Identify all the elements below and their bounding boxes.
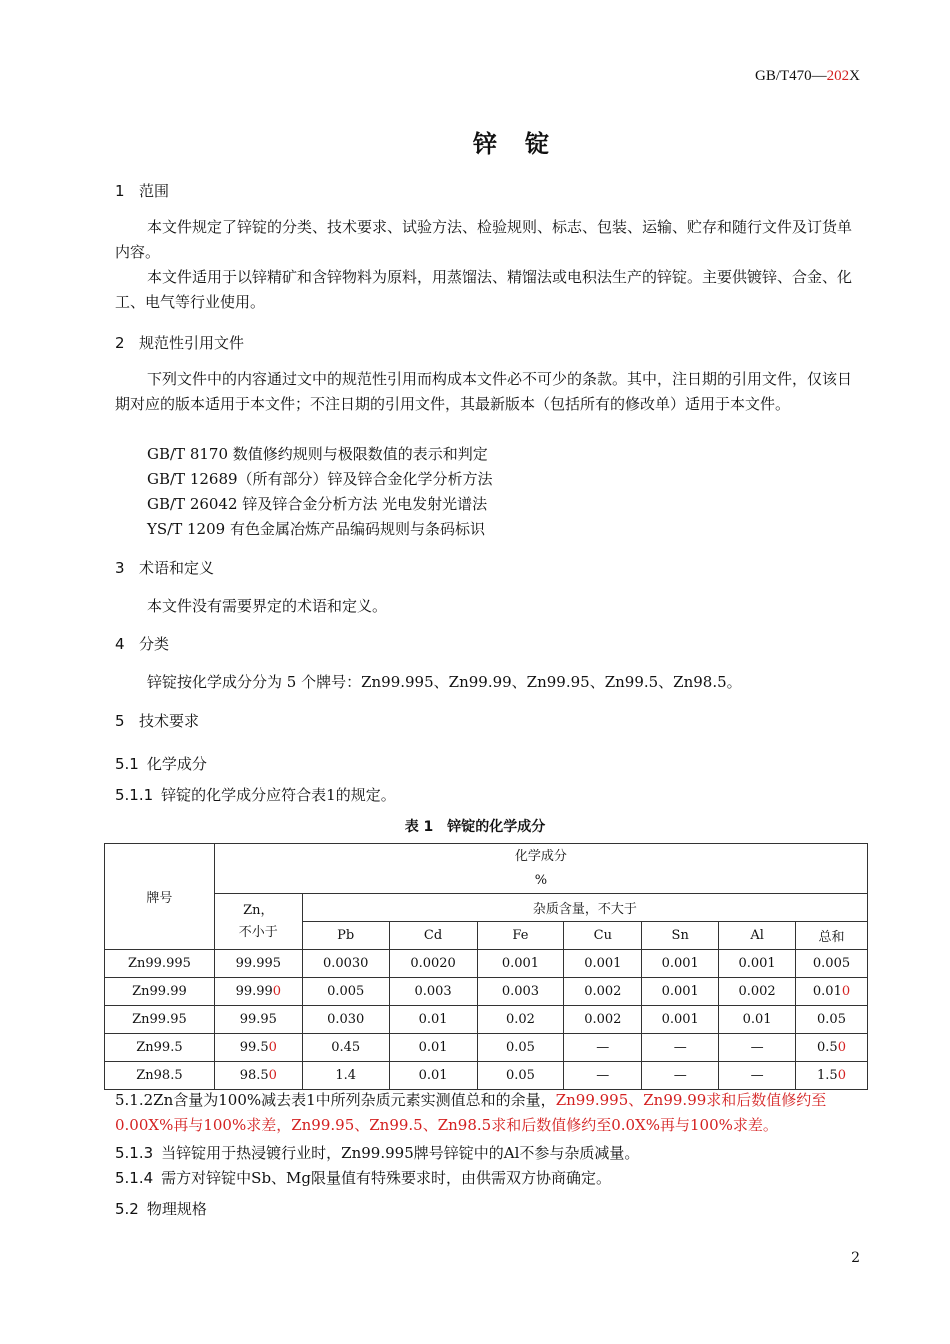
value-cell: 0.003 <box>477 978 564 1006</box>
section-number: 1 <box>115 182 125 200</box>
section-title: 范围 <box>139 182 170 200</box>
subsection-title: 物理规格 <box>146 1200 207 1218</box>
table-caption: 表 1 锌锭的化学成分 <box>404 819 546 835</box>
zn-cell <box>214 1034 302 1062</box>
zn-cell <box>214 978 302 1006</box>
reference-item: GB/T 26042 锌及锌合金分析方法 光电发射光谱法 <box>147 495 488 513</box>
code-suffix: X <box>849 68 860 84</box>
grade-cell: Zn99.95 <box>105 1006 215 1034</box>
section-4-paragraph: 锌锭按化学成分分为 5 个牌号：Zn99.995、Zn99.99、Zn99.95、Zn99.5、Zn98.5。 <box>147 673 742 691</box>
value-cell: — <box>642 1062 719 1090</box>
section-number: 2 <box>115 334 125 352</box>
sum-cell <box>796 1034 868 1062</box>
document-title: 锌锭 <box>473 130 577 158</box>
zn-value: 99.99 <box>235 984 273 999</box>
subsection-number: 5.1 <box>115 755 139 773</box>
clause-number: 5.1.1 <box>115 786 154 804</box>
element-header: Al <box>719 922 796 950</box>
zn-value-edit: 0 <box>272 984 282 999</box>
zn-min-label: 不小于 <box>238 924 278 940</box>
standard-code <box>755 68 860 85</box>
zn-header <box>214 894 302 950</box>
section-title: 规范性引用文件 <box>139 334 245 352</box>
section-title: 术语和定义 <box>139 559 215 577</box>
clause-5-1-4 <box>115 1167 611 1188</box>
grade-cell: Zn99.995 <box>105 950 215 978</box>
value-cell: 0.001 <box>642 978 719 1006</box>
subsection-number: 5.2 <box>115 1200 139 1218</box>
element-header: Cu <box>564 922 642 950</box>
sum-value: 0.005 <box>812 956 851 971</box>
sum-value-edit: 0 <box>837 1040 846 1055</box>
section-1-paragraph-1: 本文件规定了锌锭的分类、技术要求、试验方法、检验规则、标志、包装、运输、贮存和随行文件及订货单内容。 <box>115 218 853 261</box>
subsection-5-1-heading <box>115 753 207 774</box>
element-header: Pb <box>302 922 389 950</box>
clause-5-1-2 <box>115 1088 865 1138</box>
value-cell: 0.01 <box>389 1062 477 1090</box>
section-2-heading <box>115 332 244 353</box>
impurity-header: 杂质含量，不大于 <box>302 894 867 922</box>
value-cell: 0.001 <box>564 950 642 978</box>
section-4-heading <box>115 633 169 654</box>
section-title: 技术要求 <box>139 712 200 730</box>
grade-cell: Zn99.5 <box>105 1034 215 1062</box>
clause-text: Zn含量为100%减去表1中所列杂质元素实测值总和的余量， <box>153 1091 556 1109</box>
section-5-heading <box>115 710 199 731</box>
code-prefix: GB/T470— <box>754 68 827 84</box>
value-cell: — <box>719 1062 796 1090</box>
value-cell: 0.02 <box>477 1006 564 1034</box>
section-number: 4 <box>115 635 125 653</box>
value-cell: 1.4 <box>302 1062 389 1090</box>
page-number: 2 <box>851 1250 860 1266</box>
table-row <box>105 978 868 1006</box>
reference-item: YS/T 1209 有色金属冶炼产品编码规则与条码标识 <box>147 520 485 538</box>
grade-cell: Zn98.5 <box>105 1062 215 1090</box>
table-row <box>105 1034 868 1062</box>
value-cell: 0.001 <box>642 1006 719 1034</box>
clause-text-revision: Zn99.995、Zn99.99求和后数值修约至0.00X%再与100%求差，Zn99.95、Zn99.5、Zn98.5求和后数值修约至0.0X%再与100%求差。 <box>115 1091 827 1134</box>
value-cell: 0.002 <box>564 978 642 1006</box>
table-row <box>105 950 868 978</box>
table-row <box>105 1062 868 1090</box>
value-cell: 0.002 <box>719 978 796 1006</box>
reference-item: GB/T 8170 数值修约规则与极限数值的表示和判定 <box>147 445 488 463</box>
clause-number: 5.1.2 <box>115 1091 154 1109</box>
clause-5-1-3 <box>115 1142 639 1163</box>
clause-number: 5.1.3 <box>115 1144 154 1162</box>
zn-value-edit: 0 <box>268 1040 277 1055</box>
value-cell: — <box>719 1034 796 1062</box>
element-header: Cd <box>389 922 477 950</box>
value-cell: 0.001 <box>642 950 719 978</box>
section-1-heading <box>115 180 169 201</box>
value-cell: 0.001 <box>719 950 796 978</box>
element-header: 总和 <box>796 922 868 950</box>
clause-text: 当锌锭用于热浸镀行业时，Zn99.995牌号锌锭中的Al不参与杂质减量。 <box>161 1144 640 1162</box>
value-cell: 0.01 <box>389 1006 477 1034</box>
grade-cell: Zn99.99 <box>105 978 215 1006</box>
zn-value: 98.5 <box>239 1068 269 1083</box>
sum-value-edit: 0 <box>841 984 851 999</box>
zn-value-edit: 0 <box>268 1068 277 1083</box>
value-cell: — <box>642 1034 719 1062</box>
chemical-composition-table <box>104 843 868 1090</box>
value-cell: — <box>564 1034 642 1062</box>
value-cell: 0.003 <box>389 978 477 1006</box>
sum-cell <box>796 1006 868 1034</box>
sum-value: 1.5 <box>817 1068 838 1083</box>
section-number: 5 <box>115 712 125 730</box>
percent-unit: % <box>534 872 548 888</box>
clause-text: 锌锭的化学成分应符合表1的规定。 <box>161 786 396 804</box>
zn-value: 99.95 <box>239 1012 277 1027</box>
section-3-paragraph: 本文件没有需要界定的术语和定义。 <box>147 597 388 615</box>
sum-cell <box>796 978 868 1006</box>
zn-label: Zn， <box>243 902 274 918</box>
zn-value: 99.5 <box>239 1040 269 1055</box>
sum-value: 0.5 <box>817 1040 838 1055</box>
table-row <box>105 1006 868 1034</box>
sum-value: 0.05 <box>817 1012 846 1027</box>
value-cell: 0.001 <box>477 950 564 978</box>
reference-item: GB/T 12689（所有部分）锌及锌合金化学分析方法 <box>147 470 493 488</box>
composition-header <box>214 844 867 894</box>
value-cell: 0.01 <box>389 1034 477 1062</box>
sum-value-edit: 0 <box>837 1068 846 1083</box>
value-cell: 0.45 <box>302 1034 389 1062</box>
value-cell: 0.002 <box>564 1006 642 1034</box>
subsection-title: 化学成分 <box>146 755 207 773</box>
clause-5-1-1 <box>115 784 396 805</box>
section-1-paragraph-2: 本文件适用于以锌精矿和含锌物料为原料，用蒸馏法、精馏法或电积法生产的锌锭。主要供镀锌、合金、化工、电气等行业使用。 <box>115 268 853 311</box>
subsection-5-2-heading <box>115 1198 207 1219</box>
value-cell: 0.0030 <box>302 950 389 978</box>
section-2-paragraph: 下列文件中的内容通过文中的规范性引用而构成本文件必不可少的条款。其中，注日期的引用文件，仅该日期对应的版本适用于本文件；不注日期的引用文件，其最新版本（包括所有的修改单）适用于本文件。 <box>115 370 853 413</box>
value-cell: — <box>564 1062 642 1090</box>
element-header: Sn <box>642 922 719 950</box>
value-cell: 0.030 <box>302 1006 389 1034</box>
element-header: Fe <box>477 922 564 950</box>
value-cell: 0.005 <box>302 978 389 1006</box>
clause-number: 5.1.4 <box>115 1169 154 1187</box>
value-cell: 0.0020 <box>389 950 477 978</box>
section-3-heading <box>115 557 214 578</box>
zn-cell <box>214 1006 302 1034</box>
clause-text: 需方对锌锭中Sb、Mg限量值有特殊要求时，由供需双方协商确定。 <box>161 1169 612 1187</box>
sum-cell <box>796 1062 868 1090</box>
section-number: 3 <box>115 559 125 577</box>
code-year: 202 <box>826 68 850 84</box>
value-cell: 0.05 <box>477 1034 564 1062</box>
zn-cell <box>214 950 302 978</box>
value-cell: 0.01 <box>719 1006 796 1034</box>
zn-value: 99.995 <box>235 956 282 971</box>
zn-cell <box>214 1062 302 1090</box>
section-title: 分类 <box>139 635 170 653</box>
sum-value: 0.01 <box>812 984 842 999</box>
sum-cell <box>796 950 868 978</box>
grade-header: 牌号 <box>105 844 215 950</box>
composition-label: 化学成分 <box>514 848 567 864</box>
value-cell: 0.05 <box>477 1062 564 1090</box>
